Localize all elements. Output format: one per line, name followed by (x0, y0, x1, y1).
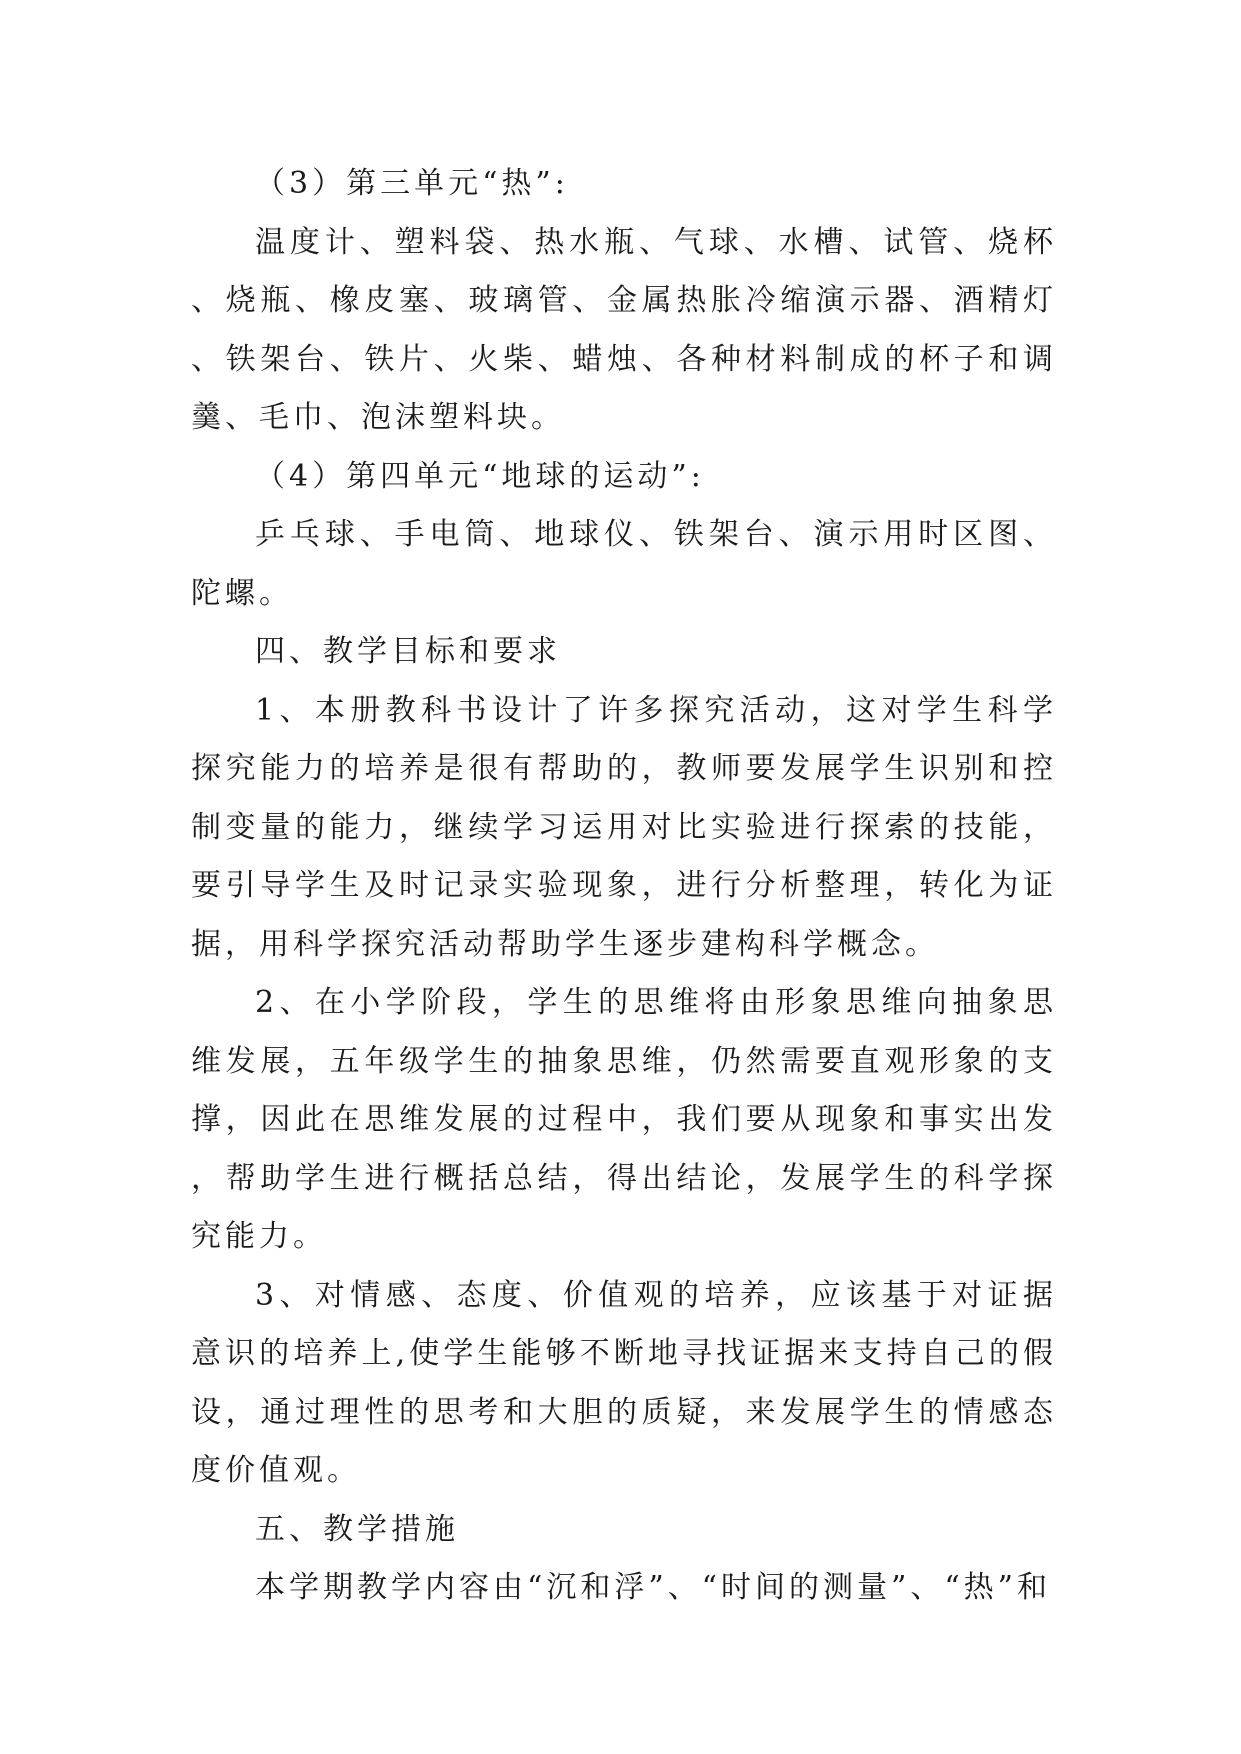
unit-4-materials: 乒乓球、手电筒、地球仪、铁架台、演示用时区图、陀螺。 (191, 517, 1057, 611)
unit-3-materials: 温度计、塑料袋、热水瓶、气球、水槽、试管、烧杯、烧瓶、橡皮塞、玻璃管、金属热胀冷缩演示器、酒精灯、铁架台、铁片、火柴、蜡烛、各种材料制成的杯子和调羹、毛巾、泡沫塑料块。 (191, 224, 1057, 435)
goal-3-paragraph: 3、对情感、态度、价值观的培养，应该基于对证据意识的培养上,使学生能够不断地寻找证据来支持自己的假设，通过理性的思考和大胆的质疑，来发展学生的情感态度价值观。 (191, 1277, 1057, 1488)
unit-3-heading: （3）第三单元“热”: (255, 166, 569, 201)
goal-1-paragraph: 1、本册教科书设计了许多探究活动，这对学生科学探究能力的培养是很有帮助的，教师要发展学生识别和控制变量的能力，继续学习运用对比实验进行探索的技能，要引导学生及时记录实验现象，进行分析整理，转化为证据，用科学探究活动帮助学生逐步建构科学概念。 (191, 692, 1057, 962)
measures-paragraph: 本学期教学内容由“沉和浮”、“时间的测量”、“热”和 (255, 1570, 1052, 1605)
unit-4-heading: （4）第四单元“地球的运动”: (255, 458, 705, 494)
goal-2-paragraph: 2、在小学阶段，学生的思维将由形象思维向抽象思维发展，五年级学生的抽象思维，仍然需要直观形象的支撑，因此在思维发展的过程中，我们要从现象和事实出发，帮助学生进行概括总结，得出结论，发展学生的科学探究能力。 (191, 985, 1057, 1254)
document-body (191, 155, 1057, 1618)
section-5-heading: 五、教学措施 (255, 1511, 459, 1547)
section-4-heading: 四、教学目标和要求 (255, 634, 561, 669)
